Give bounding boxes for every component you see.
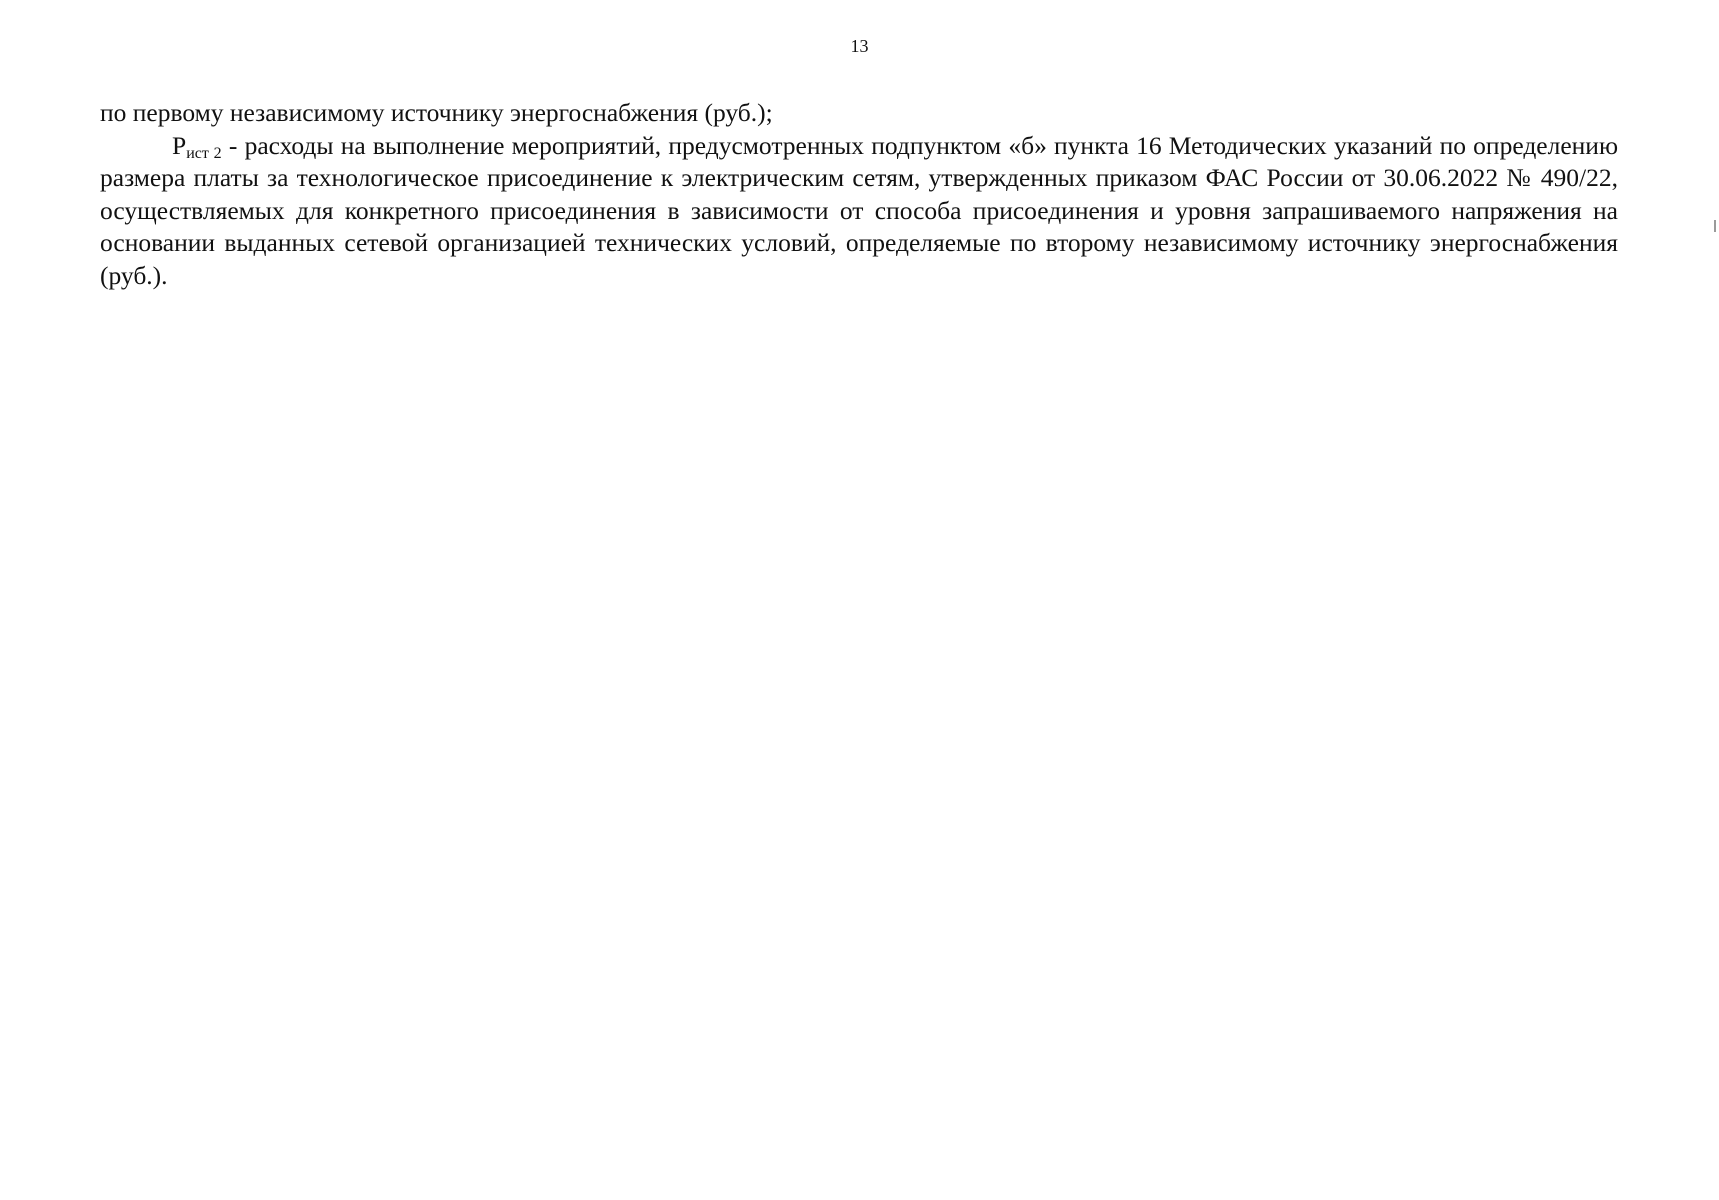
paragraph-continuation — [100, 97, 1618, 130]
paragraph-definition-p-ist-2 — [100, 130, 1618, 293]
paragraph-text: по первому независимому источнику энергоснабжения (руб.); — [100, 98, 773, 127]
document-body — [100, 97, 1618, 292]
symbol-subscript: ист 2 — [186, 144, 222, 162]
paragraph-text: - расходы на выполнение мероприятий, предусмотренных подпунктом «б» пункта 16 Методических указаний по определению размера платы за технологическое присоединение к электрическим сетям, утвержденных приказом ФАС России от 30.06.2022 № 490/22, осуществляемых для конкретного присоединения в зависимости от способа присоединения и уровня запрашиваемого напряжения на основании выданных сетевой организацией технических условий, определяемые по второму независимому источнику энергоснабжения (руб.). — [100, 130, 1618, 290]
page-number: 13 — [850, 36, 869, 56]
formula-symbol — [172, 131, 222, 160]
scan-edge-mark — [1714, 220, 1716, 232]
symbol-letter: P — [172, 130, 187, 160]
